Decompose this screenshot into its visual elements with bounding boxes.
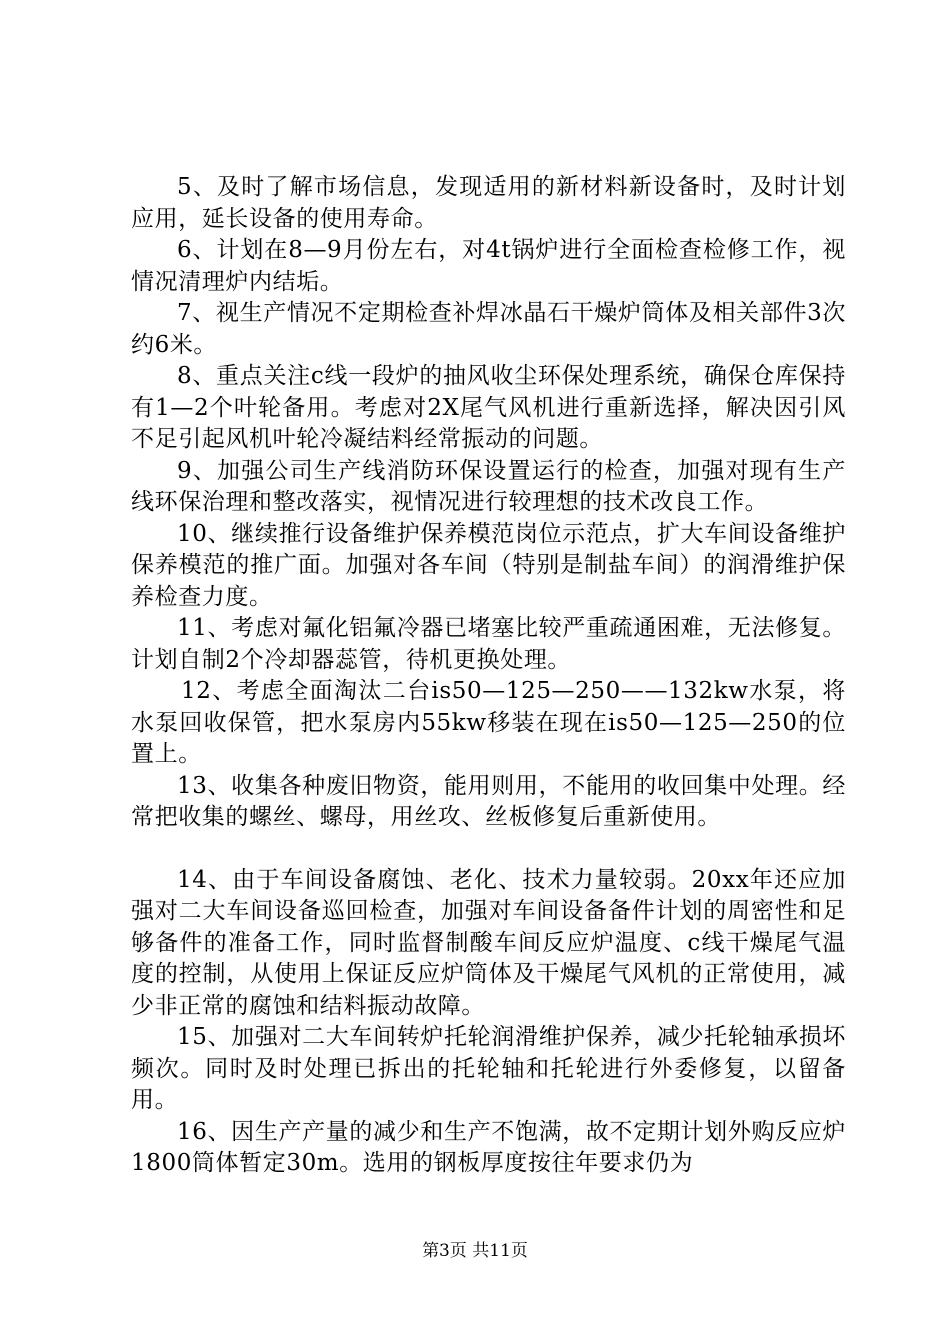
paragraph-10: 10、继续推行设备维护保养模范岗位示范点，扩大车间设备维护保养模范的推广面。加强对各车间（特别是制盐车间）的润滑维护保养检查力度。: [131, 520, 846, 610]
page-number-footer: 第3页 共11页: [422, 1241, 528, 1261]
paragraph-16: 16、因生产产量的减少和生产不饱满，故不定期计划外购反应炉1800筒体暂定30m。选用的钢板厚度按往年要求仍为: [131, 1118, 846, 1176]
paragraph-5: 5、及时了解市场信息，发现适用的新材料新设备时，及时计划应用，延长设备的使用寿命。: [131, 174, 846, 232]
paragraph-13: 13、收集各种废旧物资，能用则用，不能用的收回集中处理。经常把收集的螺丝、螺母，用丝攻、丝板修复后重新使用。: [131, 772, 846, 830]
paragraph-11: 11、考虑对氟化铝氟冷器已堵塞比较严重疏通困难，无法修复。计划自制2个冷却器蕊管，待机更换处理。: [131, 615, 846, 673]
paragraph-15: 15、加强对二大车间转炉托轮润滑维护保养，减少托轮轴承损坏频次。同时及时处理已拆出的托轮轴和托轮进行外委修复，以留备用。: [131, 1024, 846, 1113]
paragraph-14: 14、由于车间设备腐蚀、老化、技术力量较弱。20xx年还应加强对二大车间设备巡回检查，加强对车间设备备件计划的周密性和足够备件的准备工作，同时监督制酸车间反应炉温度、c线干燥尾气温度的控制，从使用上保证反应炉筒体及干燥尾气风机的正常使用，减少非正常的腐蚀和结料振动故障。: [131, 866, 846, 1019]
paragraph-7: 7、视生产情况不定期检查补焊冰晶石干燥炉筒体及相关部件3次约6米。: [131, 300, 846, 358]
paragraph-6: 6、计划在8—9月份左右，对4t锅炉进行全面检查检修工作，视情况清理炉内结垢。: [131, 237, 846, 295]
document-body: [131, 172, 846, 1180]
paragraph-9: 9、加强公司生产线消防环保设置运行的检查，加强对现有生产线环保治理和整改落实，视情况进行较理想的技术改良工作。: [131, 457, 846, 515]
paragraph-12: 12、考虑全面淘汰二台is50—125—250——132kw水泵，将水泵回收保管，把水泵房内55kw移装在现在is50—125—250的位置上。: [131, 678, 846, 767]
paragraph-8: 8、重点关注c线一段炉的抽风收尘环保处理系统，确保仓库保持有1—2个叶轮备用。考虑对2X尾气风机进行重新选择，解决因引风不足引起风机叶轮冷凝结料经常振动的问题。: [131, 363, 846, 452]
